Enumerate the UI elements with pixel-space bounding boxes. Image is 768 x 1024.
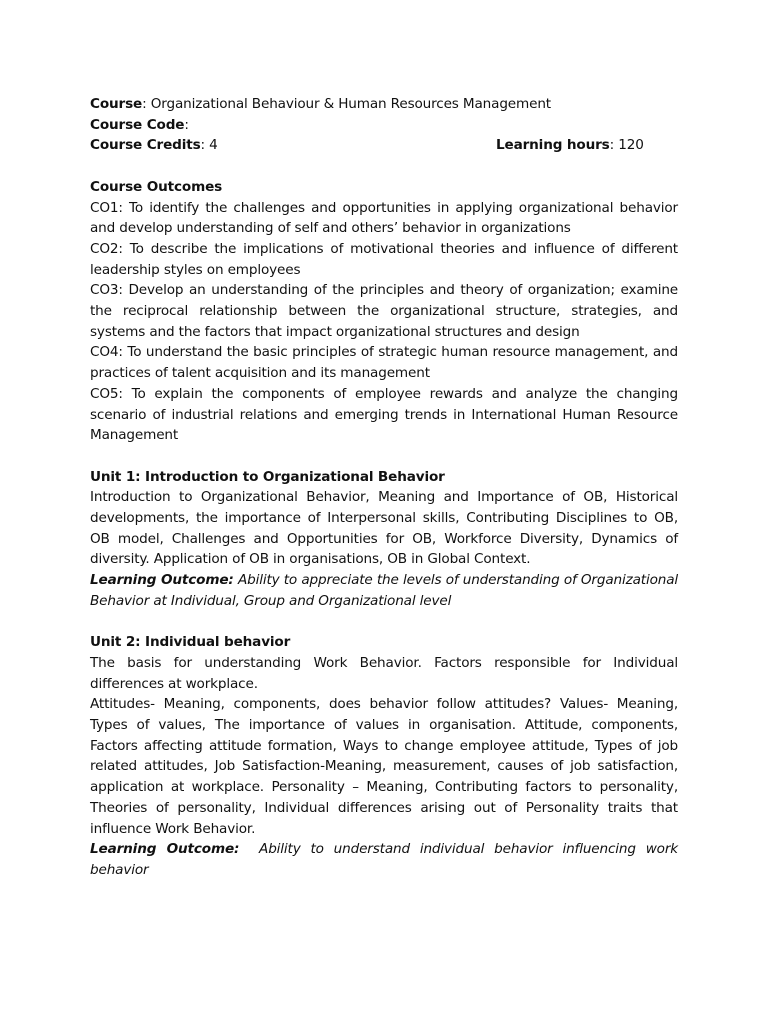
- unit1-content: Introduction to Organizational Behavior, Meaning and Importance of OB, Historical developments, the importance of Interpersonal skills, Contributing Disciplines to OB, OB model, Challenges and Opportunities for OB, Workforce Diversity, Dynamics of diversity. Application of OB in organisations, OB in Global Context.: [90, 489, 678, 568]
- syllabus-page: [90, 94, 678, 881]
- unit2-lo-label: Learning Outcome:: [90, 841, 240, 858]
- course-outcome-co2: CO2: To describe the implications of motivational theories and influence of different leadership styles on employees: [90, 240, 678, 278]
- learning-hours: Learning hours: 120: [496, 137, 644, 154]
- course-label: Course: [90, 96, 143, 112]
- course-outcome-co1: CO1: To identify the challenges and opportunities in applying organizational behavior and develop understanding of self and others’ behavior in organizations: [90, 199, 678, 237]
- unit2-lo-text: Ability to understand individual behavior influencing work behavior: [90, 841, 679, 878]
- course-outcomes-heading: Course Outcomes: [90, 178, 223, 195]
- unit2-title: Unit 2: Individual behavior: [90, 634, 291, 651]
- unit1-learning-outcome: [90, 570, 678, 611]
- learning-hours-value: 120: [618, 137, 644, 154]
- course-code-label: Course Code: [90, 116, 185, 133]
- course-credits-value: 4: [209, 137, 218, 154]
- course-name: Organizational Behaviour & Human Resources Management: [150, 96, 551, 112]
- unit2-learning-outcome: [90, 839, 678, 880]
- learning-hours-label: Learning hours: [496, 137, 610, 154]
- course-outcome-co3: CO3: Develop an understanding of the principles and theory of organization; examine the reciprocal relationship between the organizational structure, strategies, and systems and the factors that impact organizational structures and design: [90, 282, 678, 340]
- course-outcome-co4: CO4: To understand the basic principles of strategic human resource management, and practices of talent acquisition and its management: [90, 344, 678, 382]
- unit1-lo-label: Learning Outcome:: [90, 572, 234, 589]
- unit2-content-details: Attitudes- Meaning, components, does behavior follow attitudes? Values- Meaning, Types of values, The importance of values in organisation. Attitude, components, Factors affecting attitude formation, Ways to change employee attitude, Types of job related attitudes, Job Satisfaction-Meaning, measurement, causes of job satisfaction, application at workplace. Personality – Meaning, Contributing factors to personality, Theories of personality, Individual differences arising out of Personality traits that influence Work Behavior.: [90, 696, 678, 837]
- unit1-title: Unit 1: Introduction to Organizational Behavior: [90, 468, 445, 485]
- course-credits-line: Course Credits: 4 Learning hours: 120: [90, 135, 678, 156]
- course-credits-label: Course Credits: [90, 137, 201, 154]
- unit1-lo-text: Ability to appreciate the levels of understanding of Organizational Behavior at Individual, Group and Organizational level: [90, 572, 679, 609]
- course-code-line: Course Code:: [90, 116, 189, 133]
- course-outcome-co5: CO5: To explain the components of employee rewards and analyze the changing scenario of industrial relations and emerging trends in International Human Resource Management: [90, 385, 678, 444]
- course-name-line: Course: Organizational Behaviour & Human Resources Management: [90, 96, 551, 112]
- unit2-content-intro: The basis for understanding Work Behavior. Factors responsible for Individual differences at workplace.: [90, 654, 678, 692]
